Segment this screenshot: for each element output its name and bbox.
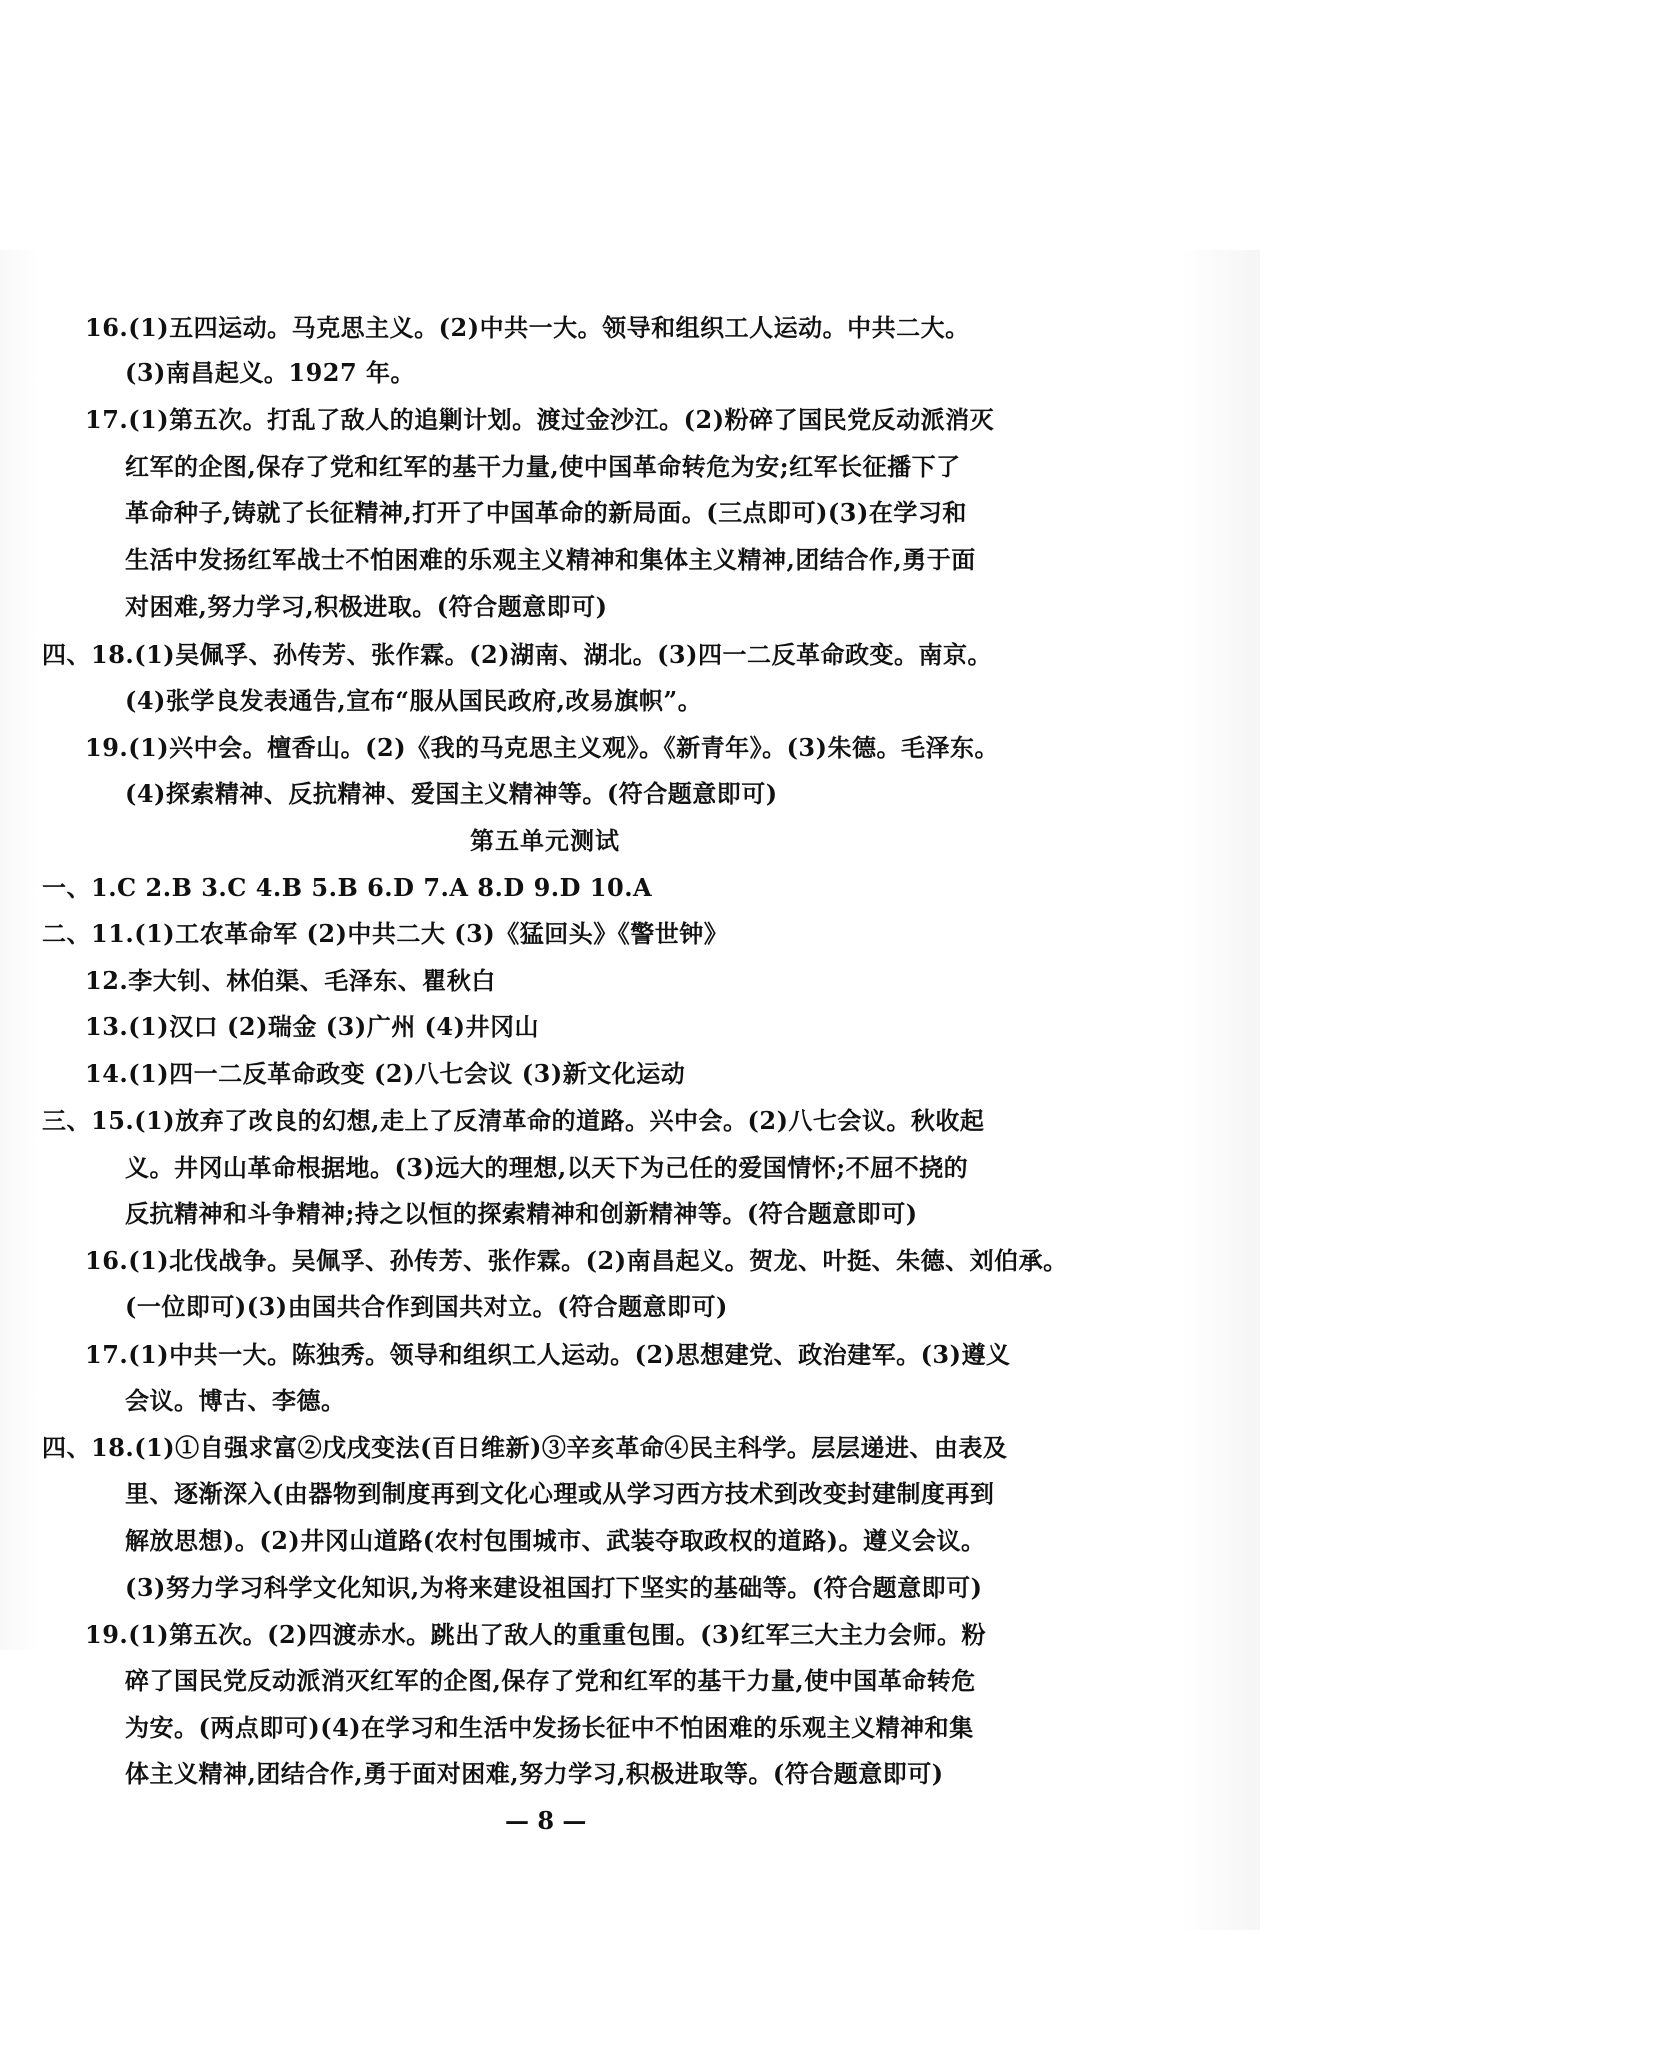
answer-line: 16.(1)五四运动。马克思主义。(2)中共一大。领导和组织工人运动。中共二大。	[85, 313, 970, 342]
answer-line: 碎了国民党反动派消灭红军的企图,保存了党和红军的基干力量,使中国革命转危	[125, 1666, 976, 1695]
answer-line: 生活中发扬红军战士不怕困难的乐观主义精神和集体主义精神,团结合作,勇于面	[125, 545, 976, 574]
answer-line: 解放思想)。(2)井冈山道路(农村包围城市、武装夺取政权的道路)。遵义会议。	[125, 1526, 986, 1555]
answer-line: 对困难,努力学习,积极进取。(符合题意即可)	[125, 592, 608, 621]
answer-line: 红军的企图,保存了党和红军的基干力量,使中国革命转危为安;红军长征播下了	[125, 452, 961, 481]
answer-line: 四、18.(1)①自强求富②戊戌变法(百日维新)③辛亥革命④民主科学。层层递进、由表及	[42, 1433, 1008, 1462]
answer-line: 16.(1)北伐战争。吴佩孚、孙传芳、张作霖。(2)南昌起义。贺龙、叶挺、朱德、刘伯承。	[85, 1246, 1068, 1275]
answer-line: 14.(1)四一二反革命政变 (2)八七会议 (3)新文化运动	[85, 1059, 686, 1088]
answer-line: 17.(1)中共一大。陈独秀。领导和组织工人运动。(2)思想建党、政治建军。(3)遵义	[85, 1340, 1011, 1369]
answer-line: 四、18.(1)吴佩孚、孙传芳、张作霖。(2)湖南、湖北。(3)四一二反革命政变。南京。	[42, 640, 992, 669]
answer-line: 17.(1)第五次。打乱了敌人的追剿计划。渡过金沙江。(2)粉碎了国民党反动派消灭	[85, 405, 995, 434]
answer-line: 19.(1)兴中会。檀香山。(2)《我的马克思主义观》。《新青年》。(3)朱德。毛泽东。	[85, 733, 999, 762]
answer-line: (一位即可)(3)由国共合作到国共对立。(符合题意即可)	[125, 1292, 728, 1321]
answer-line: 为安。(两点即可)(4)在学习和生活中发扬长征中不怕困难的乐观主义精神和集	[125, 1713, 974, 1742]
answer-line: 体主义精神,团结合作,勇于面对困难,努力学习,积极进取等。(符合题意即可)	[125, 1759, 944, 1788]
answer-line: 会议。博古、李德。	[125, 1386, 346, 1415]
answer-line: (3)努力学习科学文化知识,为将来建设祖国打下坚实的基础等。(符合题意即可)	[125, 1573, 983, 1602]
answer-line: 一、1.C 2.B 3.C 4.B 5.B 6.D 7.A 8.D 9.D 10.A	[42, 873, 653, 902]
answer-line: (4)探索精神、反抗精神、爱国主义精神等。(符合题意即可)	[125, 779, 778, 808]
answer-line: 义。井冈山革命根据地。(3)远大的理想,以天下为己任的爱国情怀;不屈不挠的	[125, 1153, 969, 1182]
answer-line: 19.(1)第五次。(2)四渡赤水。跳出了敌人的重重包围。(3)红军三大主力会师。粉	[85, 1620, 986, 1649]
answer-line: 里、逐渐深入(由器物到制度再到文化心理或从学习西方技术到改变封建制度再到	[125, 1479, 995, 1508]
answer-line: 二、11.(1)工农革命军 (2)中共二大 (3)《猛回头》《警世钟》	[42, 919, 729, 948]
section-title: 第五单元测试	[470, 826, 620, 855]
answer-line: 反抗精神和斗争精神;持之以恒的探索精神和创新精神等。(符合题意即可)	[125, 1199, 918, 1228]
answer-line: 13.(1)汉口 (2)瑞金 (3)广州 (4)井冈山	[85, 1012, 539, 1041]
answer-line: (3)南昌起义。1927 年。	[125, 358, 416, 387]
answer-line: 12.李大钊、林伯渠、毛泽东、瞿秋白	[85, 966, 496, 995]
answer-line: 革命种子,铸就了长征精神,打开了中国革命的新局面。(三点即可)(3)在学习和	[125, 498, 967, 527]
answer-line: 三、15.(1)放弃了改良的幻想,走上了反清革命的道路。兴中会。(2)八七会议。秋收起	[42, 1106, 985, 1135]
answer-line: (4)张学良发表通告,宣布“服从国民政府,改易旗帜”。	[125, 686, 703, 715]
page-number: — 8 —	[505, 1806, 587, 1835]
